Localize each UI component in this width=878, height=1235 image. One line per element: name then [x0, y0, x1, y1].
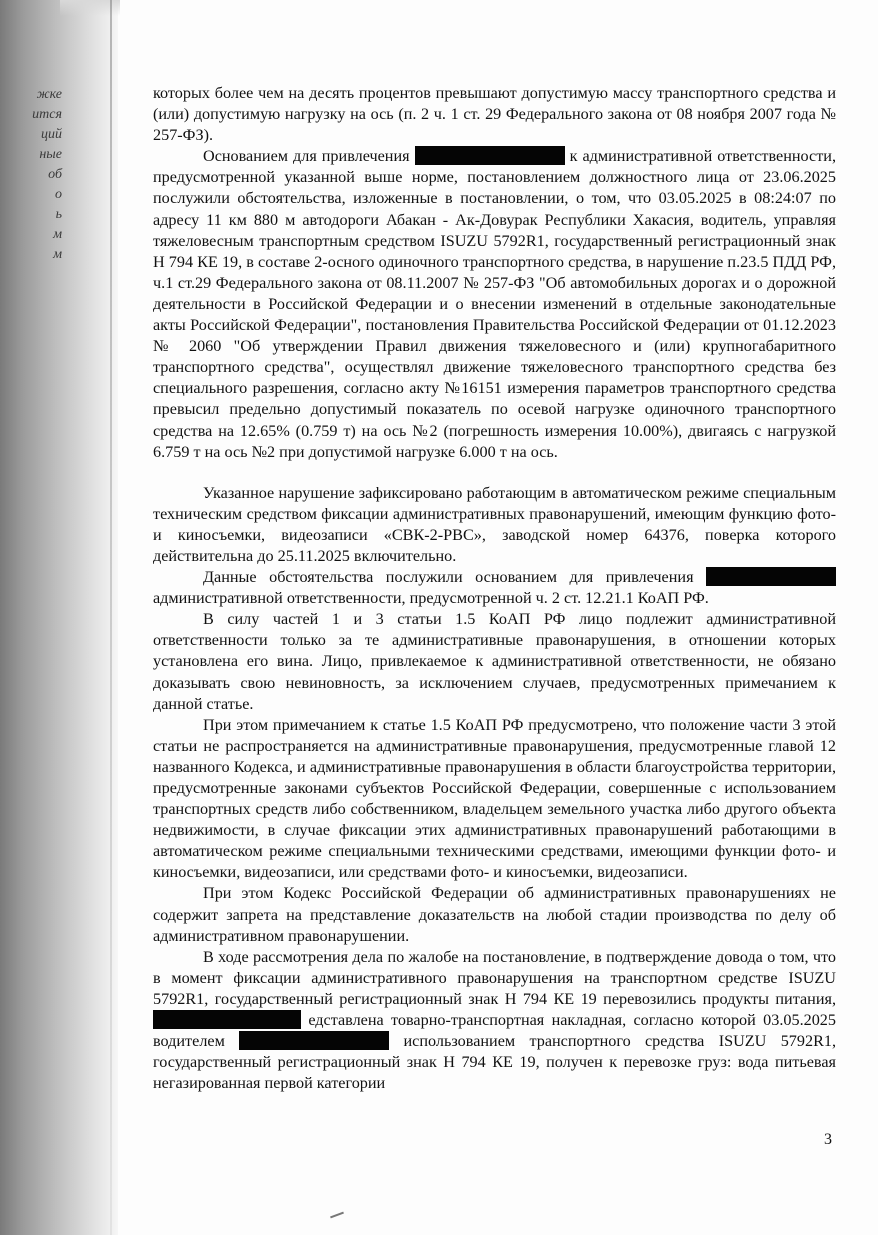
- bleed-line: ь: [55, 207, 62, 222]
- redaction-block: [415, 146, 565, 165]
- paragraph-text: едставлена товарно-транспортная накладная, согласно которой 03.05.2025 водителем: [153, 1011, 836, 1051]
- paragraph-text: использованием транспортного средства ISUZU 5792R1, государственный регистрационный знак Н 794 КЕ 19, получен к перевозке груз: вода питьевая негазированная первой категории: [153, 1032, 837, 1093]
- paragraph: [153, 146, 836, 462]
- paragraph: [153, 947, 836, 1095]
- scan-speck: [330, 1212, 344, 1219]
- margin-bleed-text: [0, 85, 62, 265]
- redaction-block: [706, 567, 836, 586]
- bleed-line: об: [48, 167, 62, 182]
- redaction-block: [153, 1010, 301, 1029]
- paragraph-text: Основанием для привлечения: [203, 147, 410, 166]
- paragraph: [153, 567, 836, 609]
- bleed-line: жке: [36, 87, 62, 102]
- paragraph-text: административной ответственности, предусмотренной ч. 2 ст. 12.21.1 КоАП РФ.: [153, 589, 709, 608]
- paragraph: Указанное нарушение зафиксировано работающим в автоматическом режиме специальным техническим средством фиксации административных правонарушений, имеющим функцию фото- и киносъемки, видеозаписи «СВК-2-РВС», заводской номер 64376, поверка которого действительна до 25.11.2025 включительно.: [153, 483, 836, 565]
- bleed-line: м: [53, 227, 62, 242]
- bleed-line: ные: [39, 147, 62, 162]
- paragraph-text: Данные обстоятельства послужили основанием для привлечения: [203, 568, 694, 587]
- bleed-line: о: [55, 187, 62, 202]
- page-number: 3: [824, 1131, 832, 1148]
- document-body: [153, 83, 836, 1094]
- redaction-block: [239, 1031, 389, 1050]
- paragraph-text: к административной ответственности, предусмотренной указанной выше норме, постановлением должностного лица от 23.06.2025 послужили обстоятельства, изложенные в постановлении, о том, что 03.05.2025 в 08:24:07 по адресу 11 км 880 м автодороги Абакан - Ак-Довурак Республики Хакасия, водитель, управляя тяжеловесным транспортным средством ISUZU 5792R1, государственный регистрационный знак Н 794 КЕ 19, в составе 2-осного одиночного транспортного средства, в нарушение п.23.5 ПДД РФ, ч.1 ст.29 Федерального закона от 08.11.2007 № 257-ФЗ "Об автомобильных дорогах и о дорожной деятельности в Российской Федерации и о внесении изменений в отдельные законодательные акты Российской Федерации", постановления Правительства Российской Федерации от 01.12.2023 № 2060 "Об утверждении Правил движения тяжеловесного и (или) крупногабаритного транспортного средства", осуществлял движение тяжеловесного транспортного средства без специального разрешения, согласно акту №16151 измерения параметров транспортного средства превысил предельно допустимый показатель по осевой нагрузке одиночного транспортного средства на 12.65% (0.759 т) на ось №2 (погрешность измерения 10.00%), двигаясь с нагрузкой 6.759 т на ось №2 при допустимой нагрузке 6.000 т на ось.: [153, 147, 836, 461]
- scan-fold-line: [110, 0, 112, 1235]
- paragraph-text: В ходе рассмотрения дела по жалобе на постановление, в подтверждение довода о том, что в момент фиксации административного правонарушения на транспортном средстве ISUZU 5792R1, государственный регистрационный знак Н 794 КЕ 19 перевозились продукты питания,: [153, 947, 836, 1008]
- paragraph: которых более чем на десять процентов превышают допустимую массу транспортного средства и (или) допустимую нагрузку на ось (п. 2 ч. 1 ст. 29 Федерального закона от 08 ноября 2007 года № 257-ФЗ).: [153, 84, 836, 145]
- paragraph: При этом Кодекс Российской Федерации об административных правонарушениях не содержит запрета на представление доказательств на любой стадии производства по делу об административном правонарушении.: [153, 884, 836, 945]
- bleed-line: ций: [41, 127, 62, 142]
- bleed-line: ится: [32, 107, 62, 122]
- paragraph: В силу частей 1 и 3 статьи 1.5 КоАП РФ лицо подлежит административной ответственности только за те административные правонарушения, в отношении которых установлена его вина. Лицо, привлекаемое к административной ответственности, не обязано доказывать свою невиновность, за исключением случаев, предусмотренных примечанием к данной статье.: [153, 610, 836, 713]
- paragraph: При этом примечанием к статье 1.5 КоАП РФ предусмотрено, что положение части 3 этой статьи не распространяется на административные правонарушения, предусмотренные главой 12 названного Кодекса, и административные правонарушения в области благоустройства территории, предусмотренные законами субъектов Российской Федерации, совершенные с использованием транспортных средств либо собственником, владельцем земельного участка либо другого объекта недвижимости, в случае фиксации этих административных правонарушений работающими в автоматическом режиме специальными техническими средствами, имеющими функции фото- и киносъемки, видеозаписи, или средствами фото- и киносъемки, видеозаписи.: [153, 715, 836, 882]
- bleed-line: м: [53, 247, 62, 262]
